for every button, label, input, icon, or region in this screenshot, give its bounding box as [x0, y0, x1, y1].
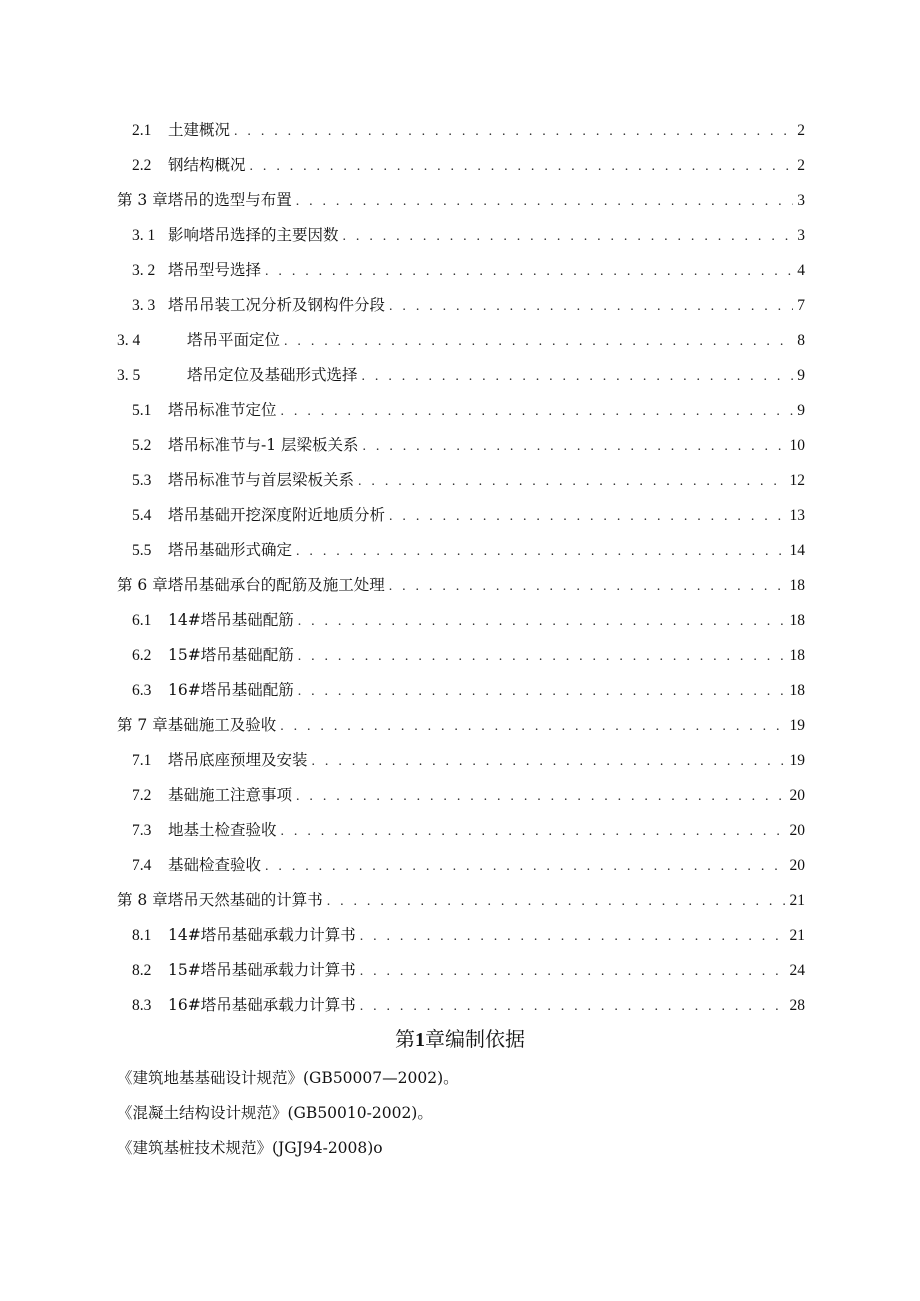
chapter-1-heading [0, 1024, 920, 1055]
toc-entry-number: 8.3 [132, 997, 152, 1014]
toc-entry-number: 8.1 [132, 927, 152, 944]
toc-entry-number: 7.3 [132, 822, 152, 839]
toc-entry-page: 19 [789, 752, 805, 769]
toc-entry-title: 第 3 章塔吊的选型与布置 [117, 191, 292, 209]
toc-entry-title: 土建概况 [168, 121, 231, 139]
toc-entry-3-3[interactable] [0, 293, 805, 317]
toc-entry-number: 5.4 [132, 507, 152, 524]
toc-entry-page: 2 [797, 122, 805, 139]
toc-entry-page: 20 [789, 787, 805, 804]
toc-dot-leader [250, 155, 794, 179]
reference-item: 《混凝土结构设计规范》(GB50010-2002)。 [117, 1104, 433, 1122]
toc-entry-3-5[interactable] [0, 363, 805, 387]
toc-entry-page: 18 [789, 577, 805, 594]
toc-dot-leader [298, 610, 786, 634]
toc-dot-leader [298, 680, 786, 704]
toc-entry-title: 14#塔吊基础配筋 [168, 611, 294, 629]
toc-entry-title: 塔吊底座预埋及安装 [168, 751, 308, 769]
toc-entry-7-4[interactable] [0, 853, 805, 877]
toc-entry-title: 14#塔吊基础承载力计算书 [168, 926, 356, 944]
toc-dot-leader [358, 470, 785, 494]
toc-dot-leader [363, 435, 786, 459]
toc-entry-page: 28 [789, 997, 805, 1014]
toc-entry-number: 7.4 [132, 857, 152, 874]
toc-dot-leader [281, 400, 794, 424]
toc-entry-title: 塔吊基础开挖深度附近地质分析 [168, 506, 386, 524]
toc-dot-leader [360, 925, 786, 949]
toc-entry-8-3[interactable] [0, 993, 805, 1017]
reference-item: 《建筑基桩技术规范》(JGJ94-2008)o [117, 1139, 383, 1157]
chapter-heading-prefix: 第 [395, 1027, 415, 1051]
toc-entry-page: 24 [789, 962, 805, 979]
toc-dot-leader [389, 295, 793, 319]
toc-entry-number: 2.2 [132, 157, 152, 174]
toc-entry-page: 2 [797, 157, 805, 174]
toc-entry-title: 塔吊吊装工况分析及钢构件分段 [168, 296, 386, 314]
toc-entry-page: 13 [789, 507, 805, 524]
toc-dot-leader [312, 750, 786, 774]
toc-entry-title: 钢结构概况 [168, 156, 246, 174]
toc-entry-5-2[interactable] [0, 433, 805, 457]
toc-entry-2-2[interactable] [0, 153, 805, 177]
toc-entry-title: 影响塔吊选择的主要因数 [168, 226, 339, 244]
toc-entry-chapter-3[interactable] [0, 188, 805, 212]
toc-entry-3-2[interactable] [0, 258, 805, 282]
toc-dot-leader [284, 330, 793, 354]
toc-entry-page: 4 [797, 262, 805, 279]
toc-entry-title: 15#塔吊基础配筋 [168, 646, 294, 664]
toc-entry-page: 21 [789, 892, 805, 909]
chapter-heading-title: 章编制依据 [425, 1027, 525, 1051]
toc-dot-leader [362, 365, 794, 389]
toc-entry-title: 塔吊标准节与首层梁板关系 [168, 471, 355, 489]
toc-entry-title: 塔吊标准节与-1 层梁板关系 [168, 436, 359, 454]
toc-entry-number: 3. 3 [132, 297, 156, 314]
toc-entry-6-3[interactable] [0, 678, 805, 702]
toc-entry-title: 16#塔吊基础承载力计算书 [168, 996, 356, 1014]
toc-entry-8-2[interactable] [0, 958, 805, 982]
toc-dot-leader [389, 575, 786, 599]
toc-dot-leader [234, 120, 793, 144]
toc-dot-leader [296, 540, 785, 564]
toc-entry-page: 3 [797, 227, 805, 244]
toc-entry-number: 6.2 [132, 647, 152, 664]
toc-entry-chapter-8[interactable] [0, 888, 805, 912]
toc-entry-chapter-6[interactable] [0, 573, 805, 597]
toc-entry-7-2[interactable] [0, 783, 805, 807]
toc-entry-number: 5.1 [132, 402, 152, 419]
toc-entry-number: 3. 1 [132, 227, 156, 244]
toc-entry-title: 塔吊基础形式确定 [168, 541, 293, 559]
toc-entry-page: 7 [797, 297, 805, 314]
toc-entry-page: 14 [789, 542, 805, 559]
toc-entry-page: 9 [797, 367, 805, 384]
toc-dot-leader [343, 225, 794, 249]
toc-entry-number: 3. 4 [117, 332, 141, 349]
toc-entry-6-1[interactable] [0, 608, 805, 632]
toc-entry-number: 7.1 [132, 752, 152, 769]
toc-dot-leader [298, 645, 786, 669]
toc-entry-page: 18 [789, 612, 805, 629]
toc-entry-number: 8.2 [132, 962, 152, 979]
toc-entry-page: 10 [789, 437, 805, 454]
toc-entry-page: 18 [789, 682, 805, 699]
toc-entry-number: 7.2 [132, 787, 152, 804]
toc-entry-number: 2.1 [132, 122, 152, 139]
toc-entry-number: 6.1 [132, 612, 152, 629]
toc-entry-number: 5.5 [132, 542, 152, 559]
toc-entry-3-4[interactable] [0, 328, 805, 352]
toc-dot-leader [296, 190, 794, 214]
toc-entry-page: 3 [797, 192, 805, 209]
toc-entry-page: 9 [797, 402, 805, 419]
toc-dot-leader [296, 785, 785, 809]
toc-entry-title: 16#塔吊基础配筋 [168, 681, 294, 699]
toc-entry-number: 6.3 [132, 682, 152, 699]
toc-entry-6-2[interactable] [0, 643, 805, 667]
toc-entry-chapter-7[interactable] [0, 713, 805, 737]
toc-dot-leader [265, 260, 793, 284]
toc-entry-page: 8 [797, 332, 805, 349]
toc-entry-page: 18 [789, 647, 805, 664]
chapter-heading-number: 1 [415, 1029, 425, 1051]
toc-entry-title: 塔吊定位及基础形式选择 [187, 366, 358, 384]
toc-entry-number: 5.2 [132, 437, 152, 454]
toc-entry-page: 12 [789, 472, 805, 489]
toc-entry-page: 20 [789, 857, 805, 874]
toc-entry-5-1[interactable] [0, 398, 805, 422]
toc-entry-7-3[interactable] [0, 818, 805, 842]
toc-entry-title: 第 7 章基础施工及验收 [117, 716, 277, 734]
toc-entry-8-1[interactable] [0, 923, 805, 947]
toc-entry-title: 15#塔吊基础承载力计算书 [168, 961, 356, 979]
toc-dot-leader [389, 505, 785, 529]
toc-entry-title: 塔吊型号选择 [168, 261, 262, 279]
toc-dot-leader [265, 855, 785, 879]
toc-entry-title: 第 8 章塔吊天然基础的计算书 [117, 891, 323, 909]
toc-entry-title: 塔吊标准节定位 [168, 401, 277, 419]
toc-entry-page: 21 [789, 927, 805, 944]
toc-entry-title: 塔吊平面定位 [187, 331, 281, 349]
toc-dot-leader [280, 715, 785, 739]
toc-dot-leader [360, 960, 786, 984]
toc-entry-2-1[interactable] [0, 118, 805, 142]
reference-item: 《建筑地基基础设计规范》(GB50007—2002)。 [117, 1069, 459, 1087]
toc-dot-leader [360, 995, 786, 1019]
toc-entry-3-1[interactable] [0, 223, 805, 247]
toc-dot-leader [327, 890, 786, 914]
toc-entry-number: 3. 5 [117, 367, 141, 384]
toc-entry-page: 19 [789, 717, 805, 734]
toc-entry-page: 20 [789, 822, 805, 839]
toc-entry-title: 第 6 章塔吊基础承台的配筋及施工处理 [117, 576, 385, 594]
toc-dot-leader [281, 820, 786, 844]
toc-entry-title: 基础施工注意事项 [168, 786, 293, 804]
toc-entry-title: 地基土检查验收 [168, 821, 277, 839]
toc-entry-5-3[interactable] [0, 468, 805, 492]
toc-entry-number: 5.3 [132, 472, 152, 489]
toc-entry-number: 3. 2 [132, 262, 156, 279]
toc-entry-title: 基础检查验收 [168, 856, 262, 874]
toc-entry-5-4[interactable] [0, 503, 805, 527]
toc-entry-5-5[interactable] [0, 538, 805, 562]
toc-entry-7-1[interactable] [0, 748, 805, 772]
